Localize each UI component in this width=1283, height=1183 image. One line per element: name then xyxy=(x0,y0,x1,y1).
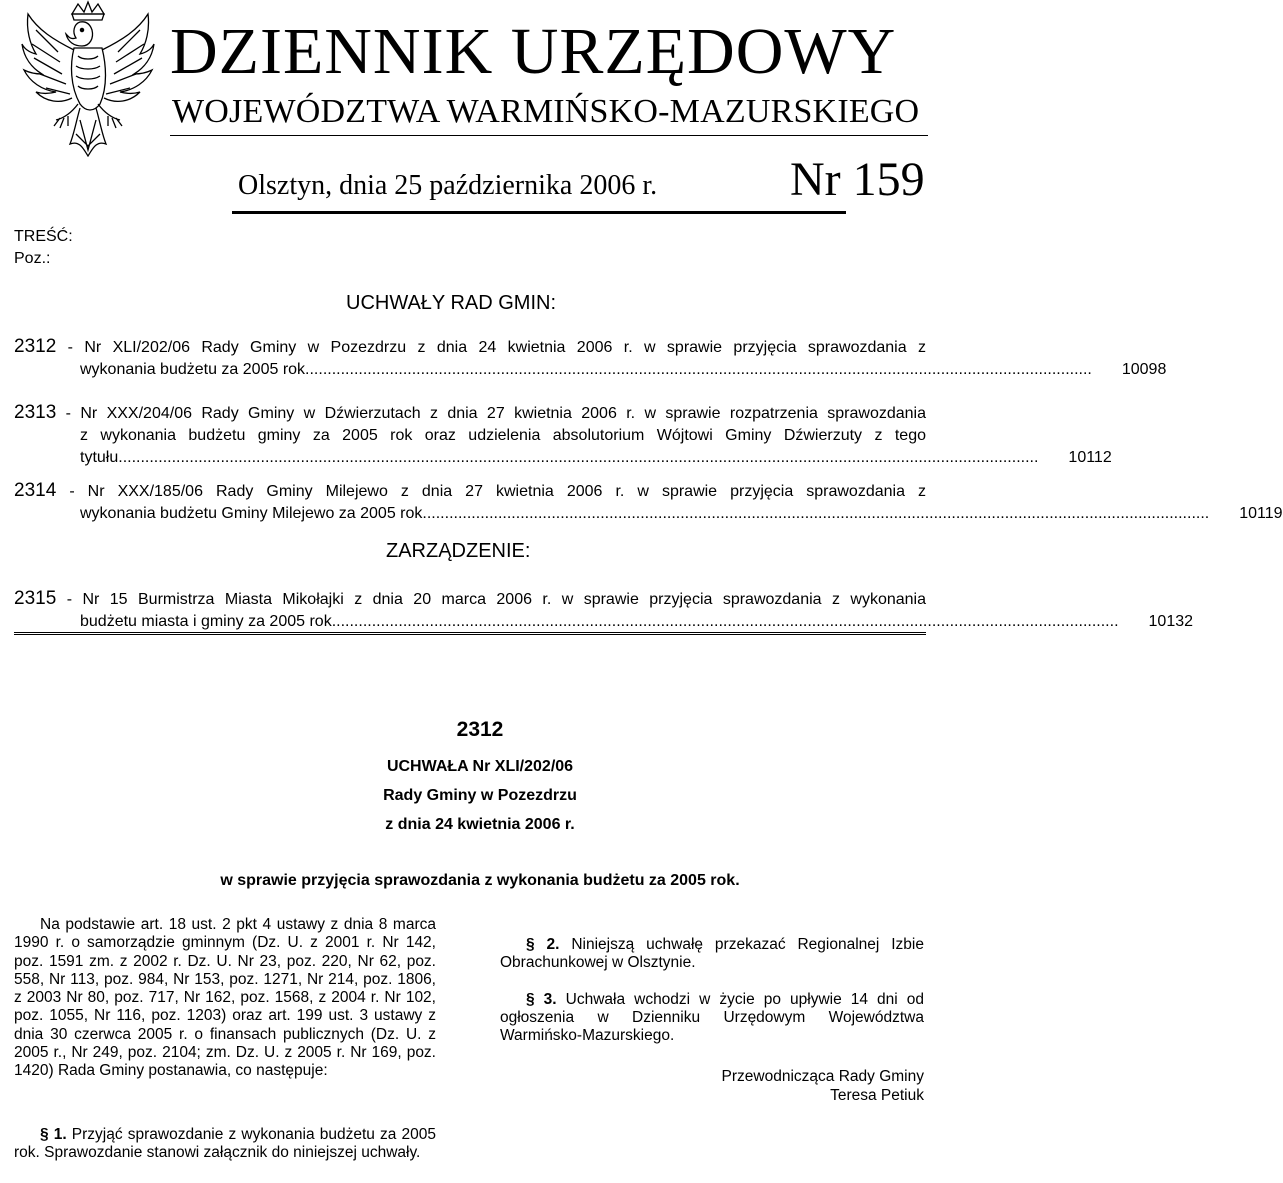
contents-label: TREŚĆ: xyxy=(14,228,73,245)
toc-entry-text: - Nr XXX/204/06 Rady Gminy w Dźwierzutach z dnia 27 kwietnia 2006 r. w sprawie rozpatrzenia sprawozdania xyxy=(65,405,926,422)
document-subject: w sprawie przyjęcia sprawozdania z wykonania budżetu za 2005 rok. xyxy=(220,872,740,889)
signature-name: Teresa Petiuk xyxy=(830,1087,924,1104)
paragraph-text: Niniejszą uchwałę przekazać Regionalnej Izbie Obrachunkowej w Olsztynie. xyxy=(500,936,924,972)
paragraph-mark: § 2. xyxy=(526,936,560,953)
toc-section-heading: ZARZĄDZENIE: xyxy=(386,540,531,562)
toc-entry xyxy=(14,480,1283,525)
journal-subtitle: WOJEWÓDZTWA WARMIŃSKO-MAZURSKIEGO xyxy=(172,93,920,130)
toc-entry-text-end: tytułu. xyxy=(80,449,123,466)
toc-entry-text-end: wykonania budżetu za 2005 rok. xyxy=(80,361,310,378)
toc-entry-page: 10112 xyxy=(1068,449,1112,466)
toc-entry-number: 2313 xyxy=(14,402,57,423)
paragraph-text: Przyjąć sprawozdanie z wykonania budżetu za 2005 rok. Sprawozdanie stanowi załącznik do niniejszej uchwały. xyxy=(14,1126,436,1162)
toc-entry-number: 2312 xyxy=(14,336,57,357)
toc-leader-dots: ................................................................................................................................................................................ xyxy=(309,361,1092,378)
paragraph-2 xyxy=(500,936,924,973)
toc-entry xyxy=(14,588,1194,633)
position-label: Poz.: xyxy=(14,250,51,267)
toc-entry-middle-line: z wykonania budżetu gminy za 2005 rok oraz udzielenia absolutorium Wójtowi Gminy Dźwierzuty z tego xyxy=(80,427,926,444)
toc-entry-text: - Nr XXX/185/06 Rady Gminy Milejewo z dnia 27 kwietnia 2006 r. w sprawie przyjęcia sprawozdania z xyxy=(69,483,926,500)
toc-entry-page: 10132 xyxy=(1148,613,1194,630)
toc-entry-first-line xyxy=(14,480,926,503)
toc-entry-text-end: budżetu miasta i gminy za 2005 rok. xyxy=(80,613,337,630)
paragraph-1 xyxy=(14,1126,436,1163)
document-issuer: Rady Gminy w Pozezdrzu xyxy=(383,787,577,804)
toc-entry xyxy=(14,402,1112,469)
document-date: z dnia 24 kwietnia 2006 r. xyxy=(385,816,575,833)
toc-section-heading: UCHWAŁY RAD GMIN: xyxy=(346,292,557,314)
right-column xyxy=(500,936,924,1063)
toc-entry-number: 2315 xyxy=(14,588,57,609)
paragraph-3 xyxy=(500,991,924,1046)
issue-divider xyxy=(232,211,846,214)
journal-title: DZIENNIK URZĘDOWY xyxy=(170,15,897,88)
document-title: UCHWAŁA Nr XLI/202/06 xyxy=(386,758,574,775)
toc-entry-last-line xyxy=(14,503,1283,525)
paragraph-mark: § 3. xyxy=(526,990,557,1008)
toc-entry-number: 2314 xyxy=(14,480,57,501)
toc-entry-last-line xyxy=(14,359,1167,381)
toc-entry-first-line xyxy=(14,588,926,611)
document-number: 2312 xyxy=(456,718,504,741)
toc-divider xyxy=(14,632,926,635)
toc-entry-text: - Nr XLI/202/06 Rady Gminy w Pozezdrzu z dnia 24 kwietnia 2006 r. w sprawie przyjęcia sprawozdania z xyxy=(67,339,926,356)
preamble-text: Na podstawie art. 18 ust. 2 pkt 4 ustawy z dnia 8 marca 1990 r. o samorządzie gminnym (Dz. U. z 2001 r. Nr 142, poz. 1591 zm. z 2002 r. Dz. U. Nr 23, poz. 220, Nr 62, poz. 558, Nr 113, poz. 984, Nr 153, poz. 1271, Nr 214, poz. 1806, z 2003 Nr 80, poz. 717, Nr 162, poz. 1568, z 2004 r. Nr 102, poz. 1055, Nr 116, poz. 1203) oraz art. 199 ust. 3 ustawy z dnia 30 czerwca 2005 r. o finansach publicznych (Dz. U. z 2005 r., Nr 249, poz. 2104; zm. Dz. U. z 2005 r. Nr 169, poz. 1420) Rada Gminy postanawia, co następuje: xyxy=(14,916,436,1080)
preamble xyxy=(14,916,436,1081)
toc-entry-last-line xyxy=(14,611,1194,633)
paragraph-text: Uchwała wchodzi w życie po upływie 14 dni od ogłoszenia w Dzienniku Urzędowym Województwa Warmińsko-Mazurskiego. xyxy=(500,990,925,1045)
toc-leader-dots: ................................................................................................................................................................................ xyxy=(336,613,1119,630)
toc-entry-page: 10098 xyxy=(1121,361,1167,378)
toc-entry-first-line xyxy=(14,336,926,359)
paragraph-mark: § 1. xyxy=(40,1126,67,1143)
toc-entry-text-end: wykonania budżetu Gminy Milejewo za 2005 rok. xyxy=(80,505,427,522)
toc-leader-dots: ................................................................................................................................................................................ xyxy=(426,505,1210,522)
dateline: Olsztyn, dnia 25 października 2006 r. xyxy=(238,170,658,201)
polish-eagle-emblem xyxy=(14,0,162,162)
issue-number: Nr 159 xyxy=(790,153,925,206)
toc-leader-dots: .............................................................................................................................................................................................................. xyxy=(122,449,1039,466)
toc-entry xyxy=(14,336,1167,381)
signature-role: Przewodnicząca Rady Gminy xyxy=(721,1068,924,1085)
toc-entry-text: - Nr 15 Burmistrza Miasta Mikołajki z dnia 20 marca 2006 r. w sprawie przyjęcia sprawozdania z wykonania xyxy=(66,591,926,608)
header-divider xyxy=(170,135,928,136)
toc-entry-page: 10119 xyxy=(1239,505,1283,522)
toc-entry-first-line xyxy=(14,402,926,425)
toc-entry-last-line xyxy=(14,447,1112,469)
